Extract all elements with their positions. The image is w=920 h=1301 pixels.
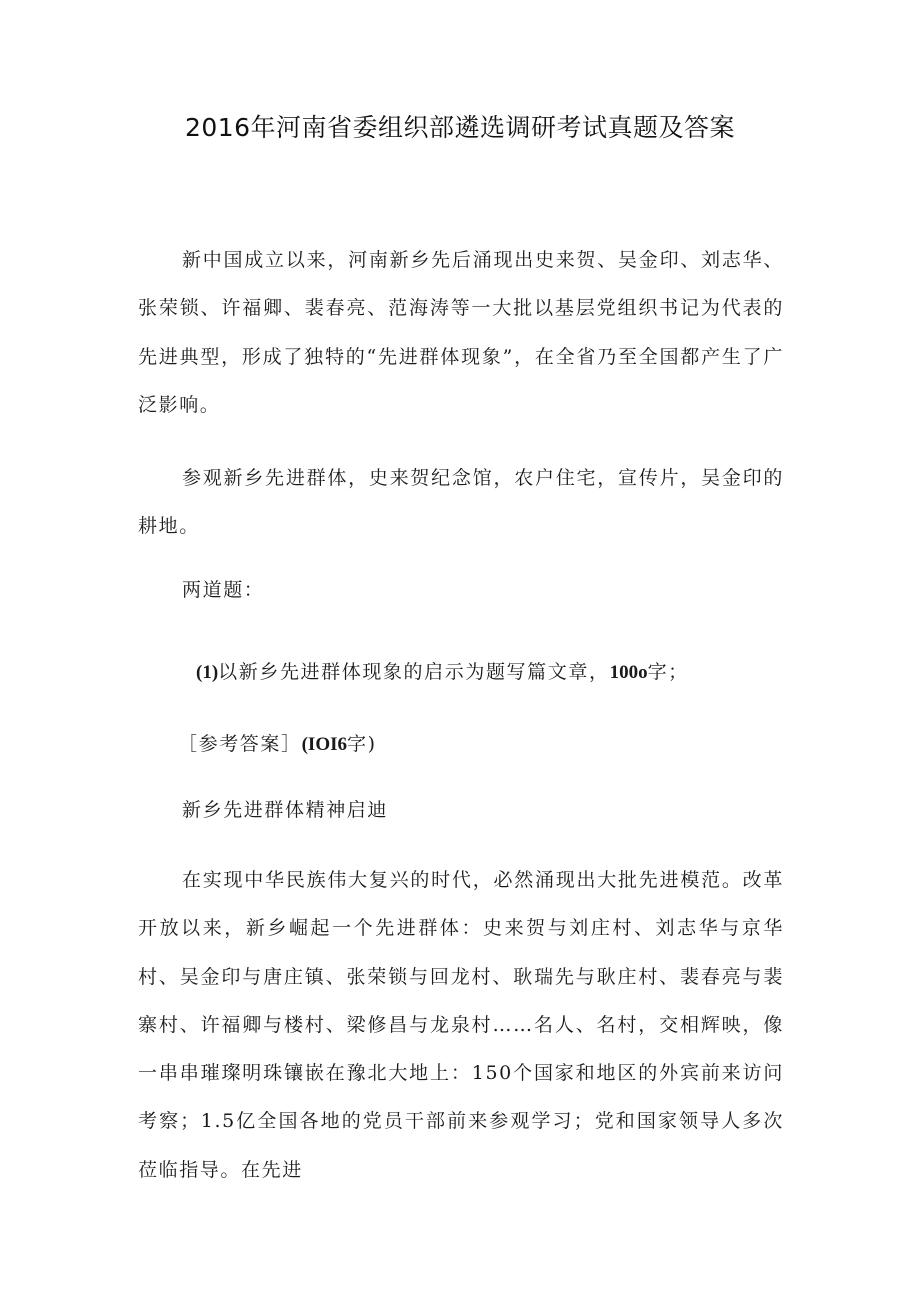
answer-header <box>178 720 824 769</box>
paragraph-visit: 参观新乡先进群体，史来贺纪念馆，农户住宅，宣传片，吴金印的耕地。 <box>138 467 784 538</box>
paragraph-intro: 新中国成立以来，河南新乡先后涌现出史来贺、吴金印、刘志华、张荣锁、许福卿、裴春亮、范海涛等一大批以基层党组织书记为代表的先进典型，形成了独特的“先进群体现象”，在全省乃至全国都产生了广泛影响。 <box>138 249 784 416</box>
document-title: 2016年河南省委组织部遴选调研考试真题及答案 <box>184 113 736 142</box>
paragraph-two-questions: 两道题： <box>182 579 265 601</box>
question-one <box>196 648 842 697</box>
question-number: (1) <box>196 662 219 683</box>
essay-title: 新乡先进群体精神启迪 <box>182 799 389 821</box>
answer-count: (IOI6 <box>301 734 348 755</box>
answer-suffix: 字) <box>347 733 377 755</box>
question-word-count: 100o <box>609 662 648 683</box>
essay-body: 在实现中华民族伟大复兴的时代，必然涌现出大批先进模范。改革开放以来，新乡崛起一个先进群体：史来贺与刘庄村、刘志华与京华村、吴金印与唐庄镇、张荣锁与回龙村、耿瑞先与耿庄村、裴春亮与裴寨村、许福卿与楼村、梁修昌与龙泉村……名人、名村，交相辉映，像一串串璀璨明珠镶嵌在豫北大地上：150个国家和地区的外宾前来访问考察；1.5亿全国各地的党员干部前来参观学习；党和国家领导人多次莅临指导。在先进 <box>138 869 784 1181</box>
question-text: 以新乡先进群体现象的启示为题写篇文章， <box>218 661 610 683</box>
answer-label: ［参考答案］ <box>178 733 302 755</box>
question-suffix: 字； <box>647 661 689 683</box>
